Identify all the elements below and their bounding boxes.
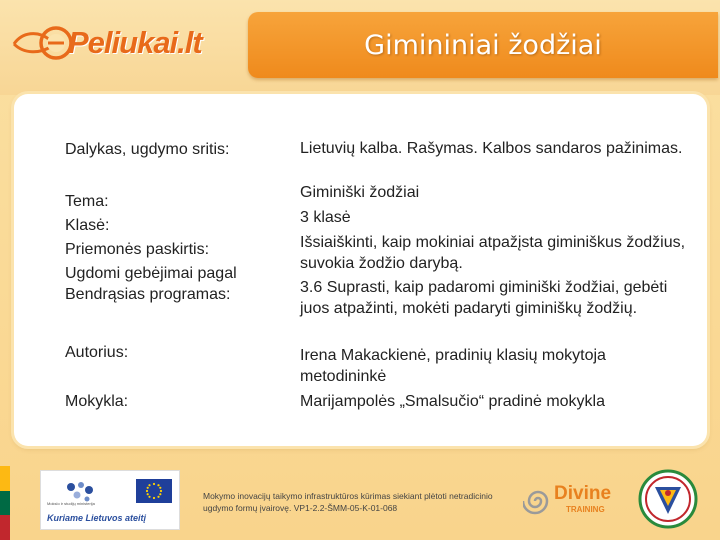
logo-text: Peliukai.lt (68, 25, 202, 60)
value-purpose: Išsiaiškinti, kaip mokiniai atpažįsta giminiškus žodžius, suvokia žodžio darybą. (300, 234, 686, 272)
eu-flag-icon (136, 479, 172, 503)
value-subject: Lietuvių kalba. Rašymas. Kalbos sandaros pažinimas. (300, 140, 683, 157)
divine-training-logo (523, 483, 613, 521)
label-subject: Dalykas, ugdymo sritis: (65, 141, 230, 158)
title-banner (248, 12, 718, 78)
divine-sub: TRAINING (566, 505, 605, 514)
value-author: Irena Makackienė, pradinių klasių mokytoja metodininkė (300, 347, 606, 385)
page-title: Gimininiai žodžiai (364, 29, 602, 61)
label-abilities: Ugdomi gebėjimai pagal Bendrąsias programas: (65, 265, 237, 303)
label-purpose: Priemonės paskirtis: (65, 241, 210, 258)
lesson-info-card (14, 94, 707, 446)
lithuanian-flag-strip (0, 466, 10, 540)
eu-slogan: Kuriame Lietuvos ateitį (47, 513, 147, 523)
ministry-emblem-icon (63, 479, 97, 503)
label-school: Mokykla: (65, 393, 129, 410)
divine-word: Divine (554, 483, 612, 504)
school-badge-icon (638, 468, 698, 530)
project-note: Mokymo inovacijų taikymo infrastruktūros kūrimas siekiant plėtoti netradicinio ugdymo formų įvairovę. VP1-2.2-ŠMM-05-K-01-068 (203, 491, 493, 513)
site-logo[interactable] (10, 18, 200, 68)
eu-funding-logo (40, 470, 180, 530)
value-topic: Giminiški žodžiai (300, 184, 420, 201)
value-class: 3 klasė (300, 209, 351, 226)
value-school: Marijampolės „Smalsučio“ pradinė mokykla (300, 393, 605, 410)
label-author: Autorius: (65, 344, 129, 361)
label-topic: Tema: (65, 193, 109, 210)
value-abilities: 3.6 Suprasti, kaip padaromi giminiški žodžiai, gebėti juos atpažinti, mokėti padaryti giminiškų žodžių. (300, 279, 668, 317)
eu-small-text: Mokslo ir studijų ministerija (47, 501, 95, 506)
label-class: Klasė: (65, 217, 110, 234)
spiral-icon (523, 483, 553, 519)
